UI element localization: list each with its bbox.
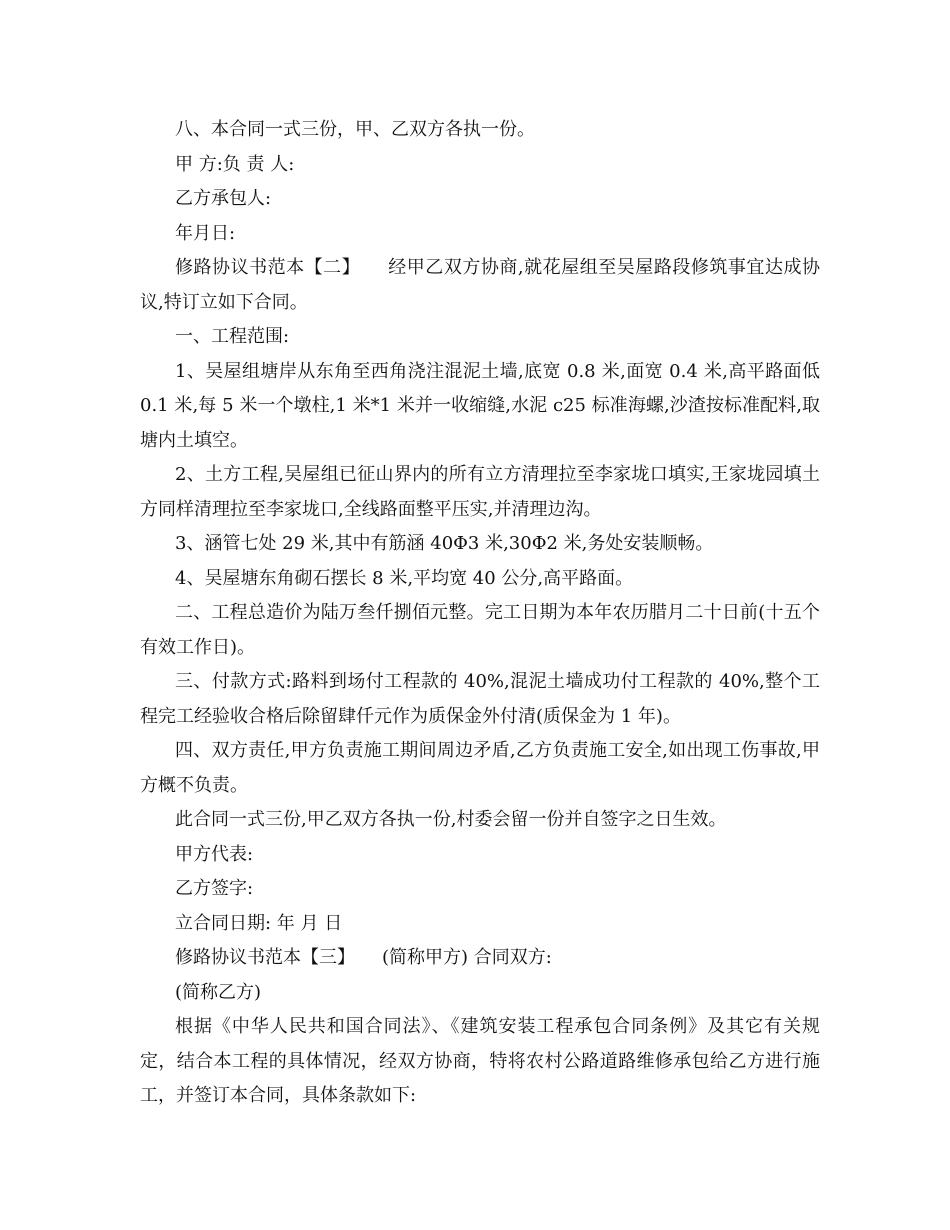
paragraph-party-a-representative: 甲方代表: <box>175 843 254 865</box>
paragraph-party-b-contractor: 乙方承包人: <box>175 188 272 209</box>
paragraph-template-three-intro: 修路协议书范本【三】 (简称甲方) 合同双方: <box>175 947 552 968</box>
paragraph-section-payment: 三、付款方式:路料到场付工程款的 40%,混泥土墙成功付工程款的 40%,整个工程完工经验收合格后除留肆仟元作为质保金外付清(质保金为 1 年)。 <box>140 671 820 727</box>
paragraph-contract-date: 立合同日期: 年 月 日 <box>175 912 343 934</box>
paragraph-section-scope: 一、工程范围: <box>175 326 290 347</box>
paragraph-copies-effective: 此合同一式三份,甲乙双方各执一份,村委会留一份并自签字之日生效。 <box>175 809 727 830</box>
paragraph-section-total-cost: 二、工程总造价为陆万叁仟捌佰元整。完工日期为本年农历腊月二十日前(十五个有效工作日)。 <box>140 602 820 658</box>
paragraph-template-two-intro: 修路协议书范本【二】 经甲乙双方协商,就花屋组至吴屋路段修筑事宜达成协议,特订立如下合同。 <box>140 257 820 313</box>
paragraph-scope-item-2: 2、土方工程,吴屋组已征山界内的所有立方清理拉至李家垅口填实,王家垅园填土方同样清理拉至李家垅口,全线路面整平压实,并清理边沟。 <box>140 464 820 520</box>
paragraph-party-b-short: (简称乙方) <box>175 981 262 1003</box>
paragraph-scope-item-3: 3、涵管七处 29 米,其中有筋涵 40Φ3 米,30Φ2 米,务处安装顺畅。 <box>175 533 714 554</box>
paragraph-party-a-signature: 甲 方:负 责 人: <box>175 153 295 175</box>
paragraph-scope-item-4: 4、吴屋塘东角砌石摆长 8 米,平均宽 40 公分,高平路面。 <box>175 567 634 589</box>
paragraph-copies-clause: 八、本合同一式三份，甲、乙双方各执一份。 <box>175 119 535 140</box>
paragraph-legal-basis: 根据《中华人民共和国合同法》、《建筑安装工程承包合同条例》及其它有关规定，结合本工程的具体情况，经双方协商，特将农村公路道路维修承包给乙方进行施工，并签订本合同，具体条款如下: <box>140 1016 820 1106</box>
document-body <box>140 113 820 1114</box>
paragraph-party-b-signature: 乙方签字: <box>175 878 254 899</box>
paragraph-scope-item-1: 1、吴屋组塘岸从东角至西角浇注混泥土墙,底宽 0.8 米,面宽 0.4 米,高平路面低 0.1 米,每 5 米一个墩柱,1 米*1 米并一收缩缝,水泥 c25 标准海螺,沙渣按标准配料,取塘内土填空。 <box>140 360 820 451</box>
paragraph-date-line: 年月日: <box>175 222 236 244</box>
paragraph-section-responsibility: 四、双方责任,甲方负责施工期间周边矛盾,乙方负责施工安全,如出现工伤事故,甲方概不负责。 <box>140 740 820 796</box>
